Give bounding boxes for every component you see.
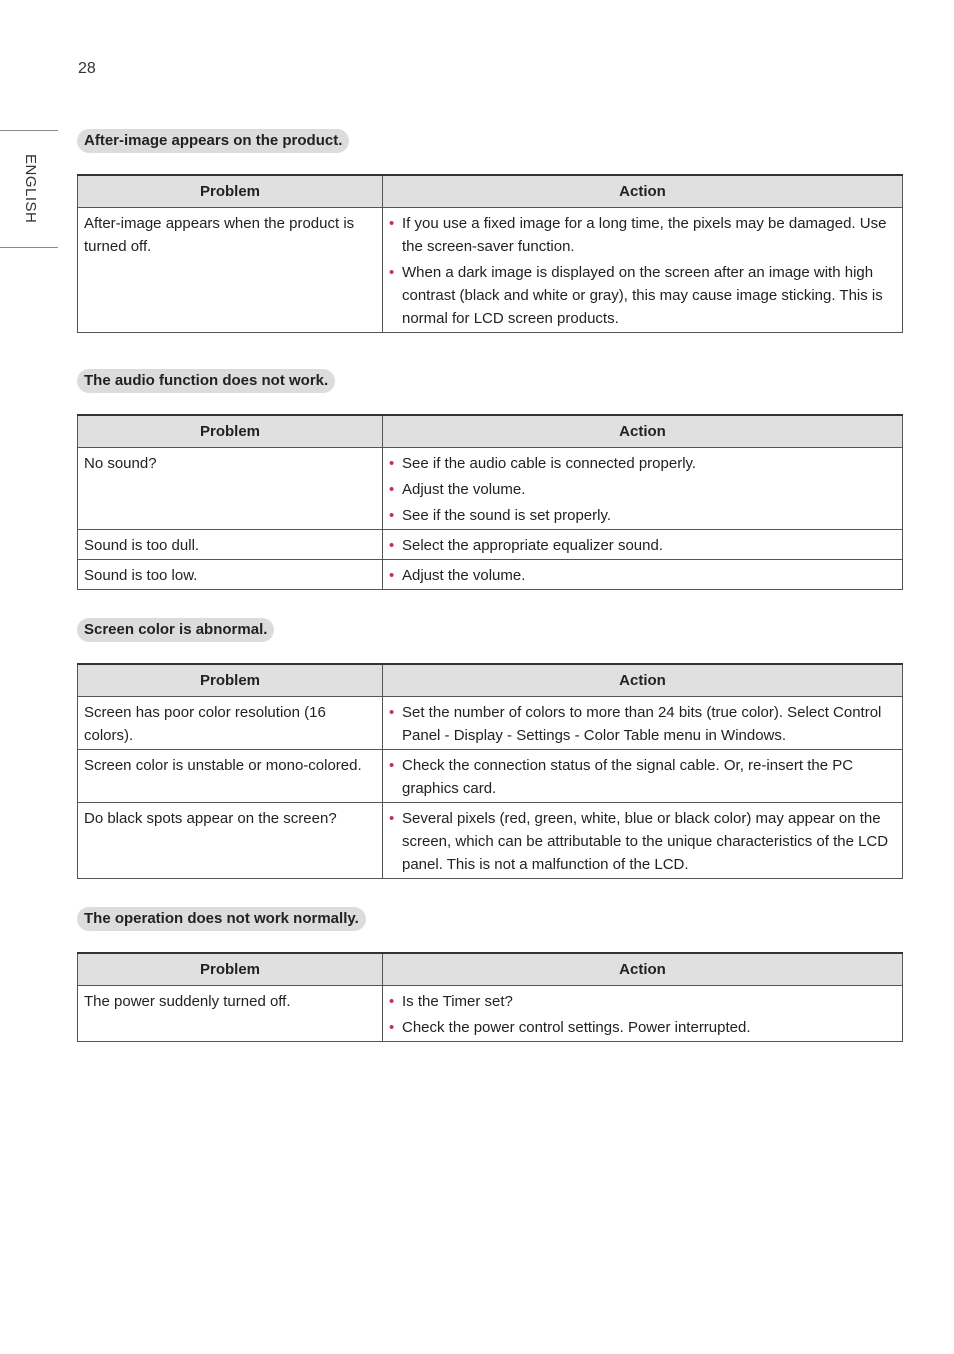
bullet-icon: •	[389, 993, 395, 1010]
table-header-row	[78, 175, 903, 208]
troubleshooting-table	[77, 663, 903, 879]
action-header: Action	[383, 953, 903, 986]
problem-header: Problem	[78, 953, 383, 986]
problem-cell: No sound?	[78, 448, 383, 530]
problem-header: Problem	[78, 664, 383, 697]
section-title: The audio function does not work.	[77, 369, 335, 393]
table-header-row	[78, 664, 903, 697]
table-row	[78, 986, 903, 1042]
action-item: • If you use a fixed image for a long time, the pixels may be damaged. Use the screen-saver function.	[389, 212, 896, 258]
troubleshooting-table	[77, 174, 903, 333]
action-cell	[383, 803, 903, 879]
section-title: Screen color is abnormal.	[77, 618, 274, 642]
bullet-icon: •	[389, 704, 395, 721]
problem-header: Problem	[78, 415, 383, 448]
bullet-icon: •	[389, 537, 395, 554]
language-tab-top-rule	[0, 130, 58, 131]
bullet-icon: •	[389, 757, 395, 774]
action-item: • Check the connection status of the signal cable. Or, re-insert the PC graphics card.	[389, 754, 896, 800]
table-row	[78, 448, 903, 530]
section-title: The operation does not work normally.	[77, 907, 366, 931]
bullet-icon: •	[389, 567, 395, 584]
table-header-row	[78, 953, 903, 986]
language-tab-bottom-rule	[0, 247, 58, 248]
troubleshooting-table	[77, 414, 903, 590]
action-cell	[383, 560, 903, 590]
table-header-row	[78, 415, 903, 448]
problem-cell: After-image appears when the product is turned off.	[78, 208, 383, 333]
action-cell	[383, 697, 903, 750]
bullet-icon: •	[389, 264, 395, 281]
problem-cell: The power suddenly turned off.	[78, 986, 383, 1042]
action-item: • Adjust the volume.	[389, 564, 896, 587]
bullet-icon: •	[389, 215, 395, 232]
bullet-icon: •	[389, 455, 395, 472]
action-item: • Several pixels (red, green, white, blue or black color) may appear on the screen, which can be attributable to the unique characteristics of the LCD panel. This is not a malfunction of the LCD.	[389, 807, 896, 876]
language-tab	[0, 130, 58, 248]
action-header: Action	[383, 175, 903, 208]
action-item: • Is the Timer set?	[389, 990, 896, 1013]
section-operation	[77, 907, 902, 1042]
action-item: • See if the audio cable is connected properly.	[389, 452, 896, 475]
action-item: • Adjust the volume.	[389, 478, 896, 501]
page-number: 28	[78, 60, 96, 77]
table-row	[78, 750, 903, 803]
bullet-icon: •	[389, 481, 395, 498]
action-header: Action	[383, 415, 903, 448]
action-item: • Select the appropriate equalizer sound.	[389, 534, 896, 557]
action-cell	[383, 208, 903, 333]
table-row	[78, 697, 903, 750]
action-cell	[383, 750, 903, 803]
table-row	[78, 560, 903, 590]
action-cell	[383, 448, 903, 530]
problem-cell: Screen has poor color resolution (16 colors).	[78, 697, 383, 750]
action-item: • See if the sound is set properly.	[389, 504, 896, 527]
action-header: Action	[383, 664, 903, 697]
action-item: • When a dark image is displayed on the screen after an image with high contrast (black and white or gray), this may cause image sticking. This is normal for LCD screen products.	[389, 261, 896, 330]
action-item: • Set the number of colors to more than 24 bits (true color). Select Control Panel - Display - Settings - Color Table menu in Windows.	[389, 701, 896, 747]
problem-cell: Screen color is unstable or mono-colored.	[78, 750, 383, 803]
table-row	[78, 803, 903, 879]
problem-cell: Sound is too dull.	[78, 530, 383, 560]
troubleshooting-table	[77, 952, 903, 1042]
section-after-image	[77, 129, 902, 333]
table-row	[78, 530, 903, 560]
bullet-icon: •	[389, 810, 395, 827]
table-row	[78, 208, 903, 333]
bullet-icon: •	[389, 507, 395, 524]
section-title: After-image appears on the product.	[77, 129, 349, 153]
language-tab-label: ENGLISH	[22, 154, 39, 224]
section-audio	[77, 369, 902, 590]
action-cell	[383, 530, 903, 560]
action-item: • Check the power control settings. Power interrupted.	[389, 1016, 896, 1039]
problem-header: Problem	[78, 175, 383, 208]
bullet-icon: •	[389, 1019, 395, 1036]
section-screen-color	[77, 618, 902, 879]
problem-cell: Sound is too low.	[78, 560, 383, 590]
action-cell	[383, 986, 903, 1042]
problem-cell: Do black spots appear on the screen?	[78, 803, 383, 879]
